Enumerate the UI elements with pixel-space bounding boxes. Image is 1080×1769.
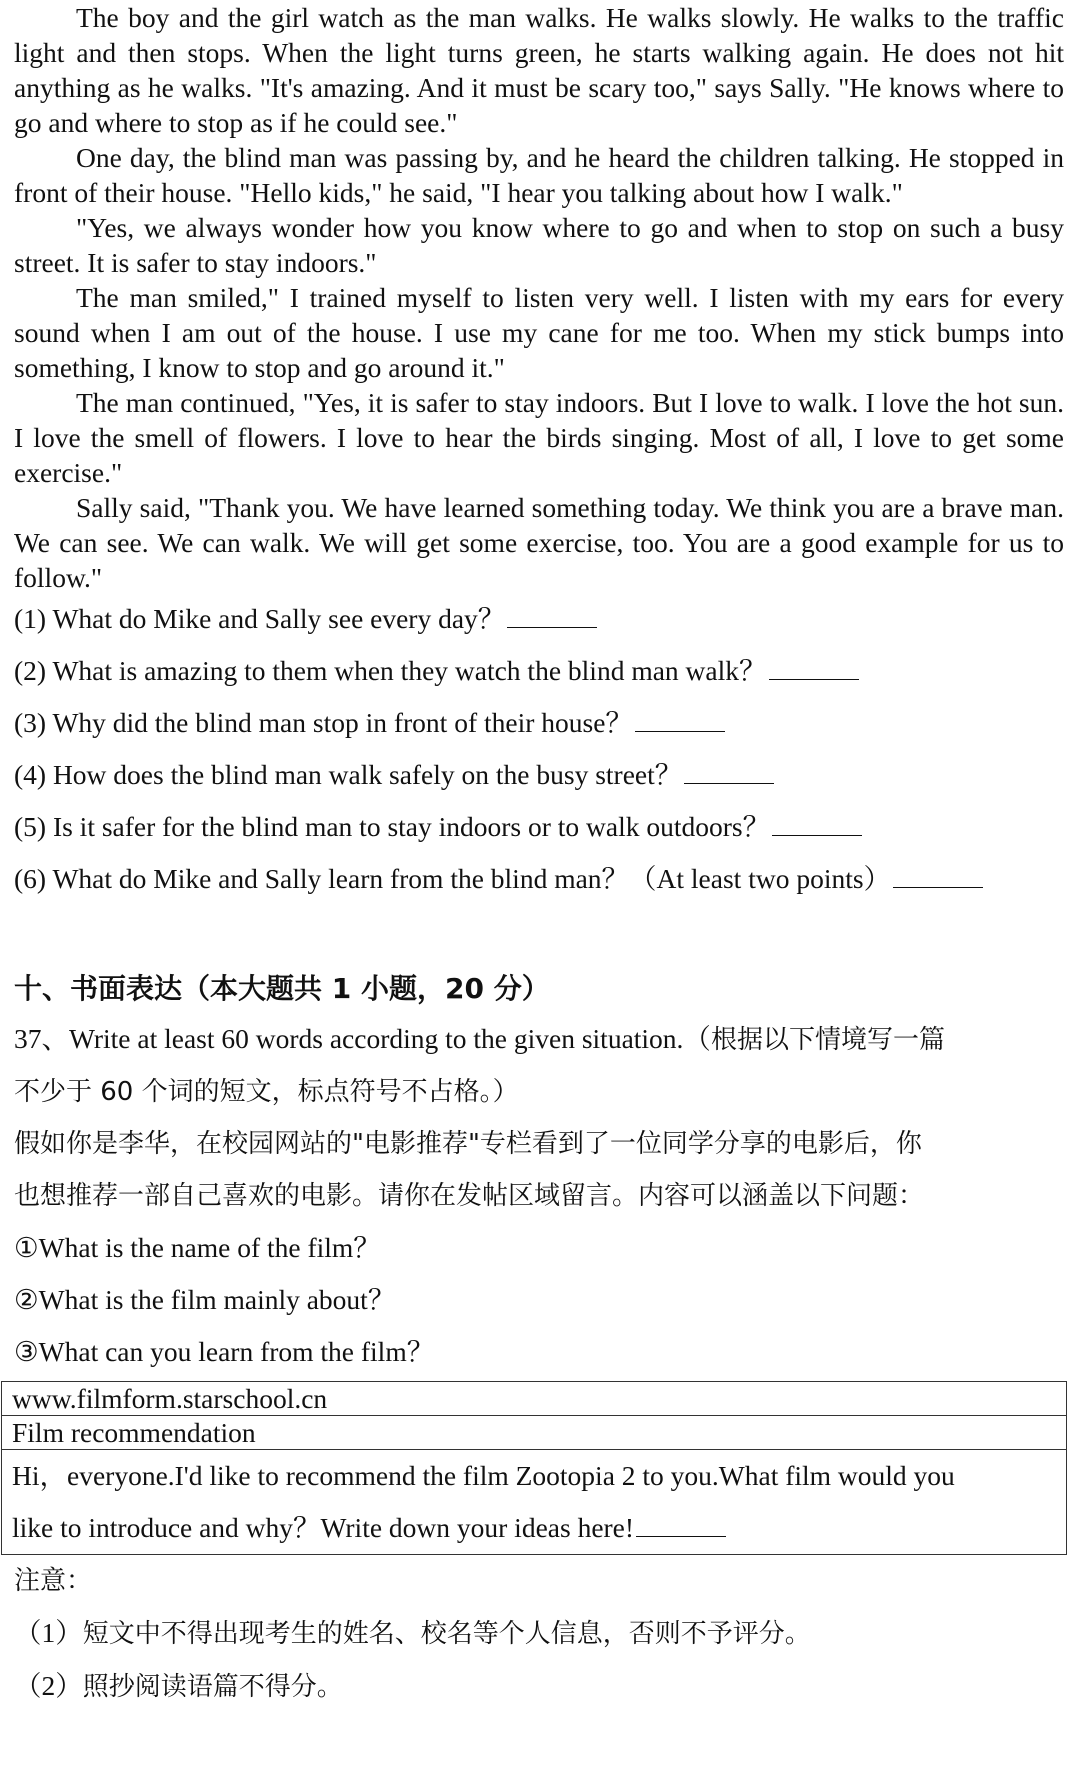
passage-paragraph: The man continued, "Yes, it is safer to stay indoors. But I love to walk. I love the hot sun. I love the smell of flowers. I love to hear the birds singing. Most of all, I love to get some exercise." xyxy=(14,387,1064,488)
exam-page xyxy=(14,0,1064,1713)
writing-section xyxy=(14,971,1064,1713)
note-text: 短文中不得出现考生的姓名、校名等个人信息，否则不予评分。 xyxy=(82,1619,811,1649)
passage-paragraph: Sally said, "Thank you. We have learned something today. We think you are a brave man. We can see. We can walk. We will get some exercise, too. You are a good example for us to follow." xyxy=(14,492,1064,593)
answer-blank[interactable] xyxy=(507,603,597,628)
notes-heading: 注意： xyxy=(14,1566,93,1596)
note-item xyxy=(14,1607,1064,1660)
task-instruction xyxy=(14,1013,1064,1066)
prompt-question: ①What is the name of the film？ xyxy=(14,1232,381,1263)
forum-post-line-2 xyxy=(12,1502,1056,1554)
forum-post-line: Hi，everyone.I'd like to recommend the film Zootopia 2 to you.What film would you xyxy=(12,1460,955,1491)
task-instruction-cn-cont: 不少于 60 个词的短文，标点符号不占格。） xyxy=(14,1077,519,1107)
forum-post-text: like to introduce and why？Write down your ideas here! xyxy=(12,1512,635,1543)
passage-paragraph: One day, the blind man was passing by, and he heard the children talking. He stopped in front of their house. "Hello kids," he said, "I hear you talking about how I walk." xyxy=(14,142,1064,208)
note-text: 照抄阅读语篇不得分。 xyxy=(82,1672,343,1702)
question-item xyxy=(14,861,1064,896)
passage-paragraph: The boy and the girl watch as the man walks. He walks slowly. He walks to the traffic light and then stops. When the light turns green, he starts walking again. He does not hit anything as he walks. "It's amazing. And it must be scary too," says Sally. "He knows where to go and where to stop as if he could see." xyxy=(14,2,1064,138)
question-text: (2) What is amazing to them when they watch the blind man walk？ xyxy=(14,655,767,686)
prompt-question: ②What is the film mainly about？ xyxy=(14,1284,396,1315)
question-item xyxy=(14,809,1064,844)
question-text: (5) Is it safer for the blind man to stay indoors or to walk outdoors？ xyxy=(14,811,771,842)
question-text: (6) What do Mike and Sally learn from the blind man？（At least two points） xyxy=(14,863,892,894)
forum-post xyxy=(2,1450,1066,1554)
question-item xyxy=(14,757,1064,792)
answer-blank[interactable] xyxy=(893,863,983,888)
forum-title: Film recommendation xyxy=(2,1416,1066,1450)
note-item xyxy=(14,1660,1064,1713)
question-text: (4) How does the blind man walk safely on the busy street？ xyxy=(14,759,683,790)
prompt-question: ③What can you learn from the film？ xyxy=(14,1336,435,1367)
question-item xyxy=(14,653,1064,688)
question-text: (1) What do Mike and Sally see every day？ xyxy=(14,603,506,634)
scenario-text: 也想推荐一部自己喜欢的电影。请你在发帖区域留言。内容可以涵盖以下问题： xyxy=(14,1181,925,1211)
note-number: （2） xyxy=(14,1670,83,1701)
answer-blank[interactable] xyxy=(772,811,862,836)
forum-mockup xyxy=(1,1381,1067,1555)
question-list xyxy=(14,601,1064,896)
question-item xyxy=(14,705,1064,740)
answer-blank[interactable] xyxy=(635,707,725,732)
passage-paragraph: "Yes, we always wonder how you know where to go and when to stop on such a busy street. It is safer to stay indoors." xyxy=(14,212,1064,278)
note-number: （1） xyxy=(14,1617,83,1648)
answer-blank[interactable] xyxy=(769,655,859,680)
question-item xyxy=(14,601,1064,636)
reading-passage xyxy=(14,0,1064,595)
task-instruction-cn: 根据以下情境写一篇 xyxy=(710,1025,945,1055)
answer-blank[interactable] xyxy=(684,759,774,784)
scenario-text: 假如你是李华，在校园网站的"电影推荐"专栏看到了一位同学分享的电影后，你 xyxy=(14,1129,922,1159)
section-heading: 十、书面表达（本大题共 1 小题，20 分） xyxy=(14,972,550,1005)
task-instruction-en: 37、Write at least 60 words according to the given situation.（ xyxy=(14,1023,711,1054)
answer-blank[interactable] xyxy=(636,1512,726,1537)
question-text: (3) Why did the blind man stop in front of their house？ xyxy=(14,707,633,738)
forum-url: www.filmform.starschool.cn xyxy=(2,1382,1066,1416)
passage-paragraph: The man smiled," I trained myself to listen very well. I listen with my ears for every sound when I am out of the house. I use my cane for me too. When my stick bumps into something, I know to stop and go around it." xyxy=(14,282,1064,383)
